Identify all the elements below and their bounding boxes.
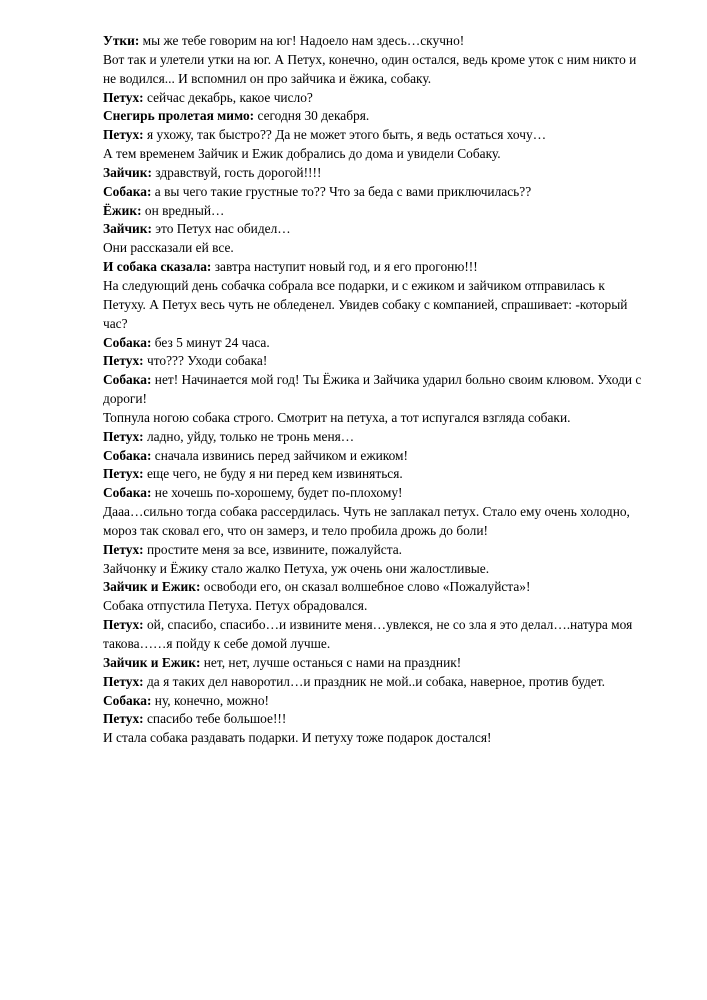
- speaker-label: Собака:: [103, 334, 152, 350]
- line-text: он вредный…: [141, 202, 225, 218]
- line-text: простите меня за все, извините, пожалуйста.: [143, 541, 403, 557]
- line-text: что??? Уходи собака!: [143, 353, 268, 369]
- line-26: [103, 597, 643, 616]
- line-text: не хочешь по-хорошему, будет по-плохому!: [151, 485, 403, 501]
- line-31: [103, 710, 643, 729]
- speaker-label: Петух:: [103, 127, 144, 143]
- line-9: [103, 202, 643, 221]
- line-text: спасибо тебе большое!!!: [143, 711, 287, 727]
- line-20: [103, 465, 643, 484]
- line-text: Зайчонку и Ёжику стало жалко Петуха, уж очень они жалостливые.: [103, 560, 490, 576]
- line-15: [103, 352, 643, 371]
- line-text: нет! Начинается мой год! Ты Ёжика и Зайчика ударил больно своим клювом. Уходи с дороги!: [103, 372, 642, 407]
- speaker-label: Зайчик и Ежик:: [103, 654, 201, 670]
- line-21: [103, 484, 643, 503]
- line-text: А тем временем Зайчик и Ежик добрались до дома и увидели Собаку.: [103, 146, 501, 162]
- speaker-label: Петух:: [103, 353, 144, 369]
- speaker-label: Собака:: [103, 183, 152, 199]
- line-12: [103, 258, 643, 277]
- line-7: [103, 164, 643, 183]
- speaker-label: Зайчик и Ежик:: [103, 579, 201, 595]
- line-text: я ухожу, так быстро?? Да не может этого быть, я ведь остаться хочу…: [143, 127, 547, 143]
- line-text: На следующий день собачка собрала все подарки, и с ежиком и зайчиком отправилась к Петуху. А Петух весь чуть не обледенел. Увидев собаку с компанией, спрашивает: -который час?: [103, 277, 628, 331]
- line-text: это Петух нас обидел…: [151, 221, 291, 237]
- line-2: [103, 51, 643, 89]
- speaker-label: Петух:: [103, 711, 144, 727]
- line-text: Они рассказали ей все.: [103, 240, 234, 256]
- line-25: [103, 578, 643, 597]
- speaker-label: Собака:: [103, 485, 152, 501]
- line-30: [103, 692, 643, 711]
- line-text: сегодня 30 декабря.: [254, 108, 370, 124]
- line-27: [103, 616, 643, 654]
- line-29: [103, 673, 643, 692]
- line-10: [103, 220, 643, 239]
- line-6: [103, 145, 643, 164]
- line-text: нет, нет, лучше останься с нами на праздник!: [200, 654, 462, 670]
- document-body: [103, 32, 643, 748]
- line-text: сейчас декабрь, какое число?: [143, 89, 313, 105]
- speaker-label: Снегирь пролетая мимо:: [103, 108, 255, 124]
- line-text: да я таких дел наворотил…и праздник не мой..и собака, наверное, против будет.: [143, 673, 605, 689]
- line-text: ладно, уйду, только не тронь меня…: [143, 428, 355, 444]
- line-text: ну, конечно, можно!: [151, 692, 269, 708]
- line-text: сначала извинись перед зайчиком и ежиком!: [151, 447, 408, 463]
- speaker-label: Петух:: [103, 89, 144, 105]
- line-text: мы же тебе говорим на юг! Надоело нам здесь…скучно!: [139, 33, 465, 48]
- line-19: [103, 447, 643, 466]
- line-text: Дааа…сильно тогда собака рассердилась. Чуть не заплакал петух. Стало ему очень холодно, мороз так сковал его, что он замерз, и тело пробила дрожь до боли!: [103, 504, 630, 538]
- speaker-label: Петух:: [103, 541, 144, 557]
- line-24: [103, 560, 643, 579]
- speaker-label: Собака:: [103, 447, 152, 463]
- line-text: без 5 минут 24 часа.: [151, 334, 270, 350]
- speaker-label: Собака:: [103, 692, 152, 708]
- line-22: [103, 503, 643, 541]
- line-text: Собака отпустила Петуха. Петух обрадовался.: [103, 598, 368, 614]
- line-13: [103, 277, 643, 334]
- line-text: здравствуй, гость дорогой!!!!: [151, 164, 322, 180]
- line-11: [103, 239, 643, 258]
- line-text: завтра наступит новый год, и я его прогоню!!!: [211, 259, 478, 275]
- speaker-label: Зайчик:: [103, 221, 152, 237]
- speaker-label: И собака сказала:: [103, 259, 212, 275]
- line-text: Вот так и улетели утки на юг. А Петух, конечно, один остался, ведь кроме уток с ним никто и не водился... И вспомнил он про зайчика и ёжика, собаку.: [103, 51, 637, 86]
- line-5: [103, 126, 643, 145]
- line-1: [103, 32, 643, 51]
- line-4: [103, 107, 643, 126]
- line-text: И стала собака раздавать подарки. И петуху тоже подарок достался!: [103, 730, 492, 746]
- line-8: [103, 183, 643, 202]
- line-32: [103, 729, 643, 748]
- line-text: ой, спасибо, спасибо…и извините меня…увлекся, не со зла я это делал….натура моя такова……я пойду к себе домой лучше.: [103, 617, 633, 651]
- line-28: [103, 654, 643, 673]
- speaker-label: Утки:: [103, 33, 140, 48]
- speaker-label: Петух:: [103, 673, 144, 689]
- line-text: а вы чего такие грустные то?? Что за беда с вами приключилась??: [151, 183, 532, 199]
- line-text: Топнула ногою собака строго. Смотрит на петуха, а тот испугался взгляда собаки.: [103, 409, 571, 425]
- line-text: еще чего, не буду я ни перед кем извиняться.: [143, 466, 403, 482]
- line-3: [103, 89, 643, 108]
- speaker-label: Ёжик:: [103, 202, 142, 218]
- line-18: [103, 428, 643, 447]
- speaker-label: Собака:: [103, 372, 152, 388]
- line-16: [103, 371, 643, 409]
- speaker-label: Петух:: [103, 617, 144, 633]
- line-text: освободи его, он сказал волшебное слово «Пожалуйста»!: [200, 579, 531, 595]
- line-23: [103, 541, 643, 560]
- speaker-label: Петух:: [103, 428, 144, 444]
- line-14: [103, 334, 643, 353]
- speaker-label: Зайчик:: [103, 164, 152, 180]
- line-17: [103, 409, 643, 428]
- speaker-label: Петух:: [103, 466, 144, 482]
